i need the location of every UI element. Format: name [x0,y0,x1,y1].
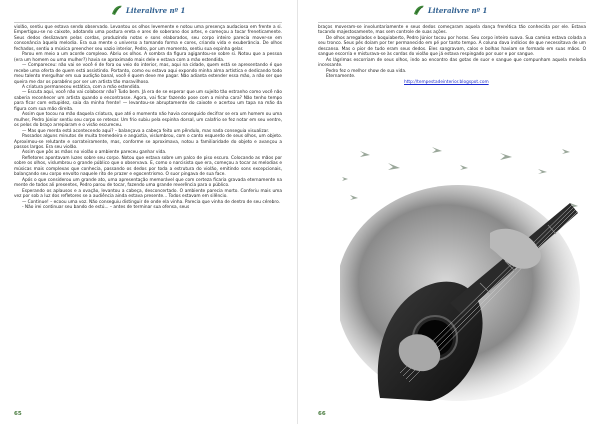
paragraph: Passados alguns minutos de muita tremedeira e angústia, vislumbrou, com o canto esquerdo de seus olhos, um objeto. Aproximou-se relutante e sorrateiramente, mas, conforme se aproximava, notou a familiaridade do objeto e avançou a passos largos. Era seu violão. [14,134,282,150]
paragraph: — Escuta aqui, você não vai colaborar não? Tudo bem. Já era de se esperar que um sujeito tão estranho como você não saberia reconhecer um artista quando o encontrasse. Agora, vai ficar fazendo pose com a minha cara? Não tenho tempo para ficar com estupidez, saia da minha frente! — levantou-se abruptamente do caixote e acertou um tapa na mão da figura com sua mão direita. [14,90,282,112]
paragraph: — Continue! – ecoou uma voz. Não conseguiu distinguir de onde ela vinha. Parecia que vinha de dentro de seu cérebro. [22,199,281,205]
paragraph: — Mas que merda está acontecendo aqui? – balançava a cabeça feito um pêndulo, mas nada conseguia visualizar. [22,128,270,134]
paragraph: Esperando os aplausos e a ovação, levantou a cabeça, desconcertado. O ambiente parecia morto. Conferiu mais uma vez por sob a luz dos refletores se a audiência ainda estava presente... Todos estavam em silêncio. [14,188,282,200]
paragraph: Parou em meio a um acorde complexo. Abriu os olhos. A sombra da figura agigantou-se sobre si. Notou que a pessoa (era um homem ou uma mulher?) havia se aproximado mais dele e estava com a mão estendida. [14,52,282,63]
header-title: Literalivre nº 1 [126,6,186,15]
left-page [14,6,282,417]
magazine-logo-icon [110,3,124,17]
paragraph: Assim que tocou na mão daquela criatura, que até o momento não havia conseguido decifrar se era um homem ou uma mulher, Pedro Júnior sentiu seu corpo se retesar. Um frio subiu pela espinha dorsal, um calafrio se fez notar em seu ventre, os pelos do braço arrepiaram e o visão escureceu. [14,112,282,129]
page-number: 65 [14,411,22,417]
paragraph: — Compareceu: não vai se você é de fora ou veio do interior, mas, aqui na cidade, quem está se apresentando é que recebe uma oferta de quem está assistindo. Portanto, como eu estava aqui expondo minha alma artística e dedicando todo meu talento mergulhar em sua audição banal, você é quem deve me pagar. Não adianta estender essa mão, a não ser que queira me dar os parabéns por ser um artista tão maravilhoso. [14,63,282,85]
magazine-logo-icon [412,3,426,17]
right-page [318,6,586,417]
page-number: 66 [318,411,326,417]
right-page-text [318,25,586,85]
blog-link[interactable]: http://tempestadeinterior.blogspot.com [404,79,489,85]
paragraph: Eternamente. [326,74,356,80]
guitar-photo [340,143,580,401]
paragraph: - Não irei continuar seu bando de estú... – antes de terminar sua ofensa, seus [22,204,190,210]
paragraph: De olhos arregalados e boquiaberto, Pedro Júnior tocou por horas. Seu corpo inteiro suava. Sua camisa estava colada a seu tronco. Seus pés doíam por ter permanecido em pé por tanto tempo. A coluna dava indícios de que necessitava de um descanso. Mas o pior de tudo eram seus dedos. Eles sangravam, calos e bolhas haviam se formado em suas mãos. O sangue escorria e misturava-se às cordas do violão que já estava respingado por suor e por sangue. [318,35,586,58]
paragraph: violão, sentiu que estava sendo observado. Levantou os olhos levemente e notou uma presença audaciosa em frente a si. Empertigou-se no caixote, adotando uma postura ereta e ares de soberano dos artes, e começou a tocar freneticamente. Seus dedos deslizavam pelas cordas, produzindo notas e sons elaborados, seu corpo inteiro parecia mover-se em consonância àquela melodia. Era sua mente o universo a tomando forma e cores, criando vida e exuberância. De olhos fechados, sentiu a música preencher seu vazio interior, Pedro, por um momento, sentiu sua espinha gelar. [14,25,282,52]
paragraph: Após o que considerou um grande ato, uma apresentação memorável que com certeza ficaria gravada eternamente na mente de todos ali presentes, Pedro parou de tocar, fazendo uma grande reverência para o público. [14,177,282,189]
blog-link-line [318,80,586,85]
paragraph: braços moveram-se involuntariamente e seus dedos começaram aquela dança frenética tão conhecida por ele. Estava tocando majestosamente, mas sem controle de suas ações. [318,25,586,36]
paragraph: Refletores apontavam luzes sobre seu corpo. Notou que estava sobre um palco de piso escuro. Colocando as mãos por sobre os olhos, vislumbrou o grande público que o observava. E, como o narcisista que era, começou a tocar as melodias e músicas mais complexas que conhecia, passando os dedos por toda a estrutura do violão, emitindo sons excepcionais, balançando seu corpo envolto naquele rito de prazer e egocentrismo. O suor pingava de sua face. [14,155,282,178]
paragraph: As lágrimas escorriam de seus olhos, indo ao encontro das gotas de suor e sangue que compunham aquela melodia incessante. [318,57,586,69]
page-gutter [297,0,298,424]
paragraph: A criatura permaneceu estática, com a mão estendida. [22,84,141,90]
paragraph: Pedro fez o melhor show de sua vida. [326,68,407,74]
header-title: Literalivre nº 1 [428,6,488,15]
left-page-text [14,25,282,210]
left-page-header [14,3,282,21]
right-page-header [318,3,586,21]
paragraph: Assim que pôs as mãos no violão o ambiente pareceu ganhar vida. [22,150,167,156]
